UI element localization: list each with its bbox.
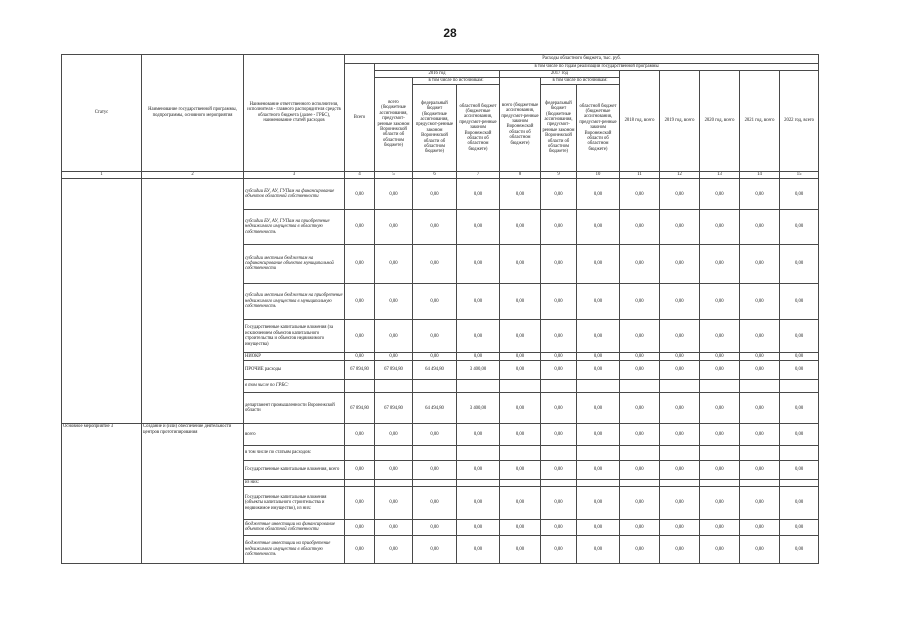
value-cell: 0,00 — [541, 424, 577, 446]
value-cell: 0,00 — [541, 393, 577, 424]
value-cell: 0,00 — [541, 536, 577, 564]
value-cell: 0,00 — [577, 460, 620, 479]
value-cell: 0,00 — [620, 210, 660, 244]
value-cell — [457, 379, 500, 392]
value-cell: 0,00 — [700, 519, 740, 536]
value-cell: 0,00 — [700, 244, 740, 283]
value-cell: 0,00 — [620, 460, 660, 479]
header-oblast-2016: областной бюджет (бюджетные ассигнования, предусмот-ренные законом Воронежской области об областном бюджете) — [457, 85, 500, 171]
value-cell: 0,00 — [700, 179, 740, 210]
value-cell: 0,00 — [660, 320, 700, 353]
value-cell: 0,00 — [740, 393, 780, 424]
column-number: 9 — [541, 171, 577, 179]
header-federal-2017: федеральный бюджет (бюджетные ассигнования, предусмот-ренные законом Воронежской области об областном бюджете) — [541, 85, 577, 171]
value-cell: 0,00 — [500, 361, 541, 380]
value-cell: 0,00 — [345, 283, 375, 320]
value-cell: 0,00 — [577, 353, 620, 361]
value-cell: 0,00 — [740, 519, 780, 536]
value-cell: 0,00 — [780, 179, 819, 210]
header-year-2017: 2017 год — [500, 70, 620, 77]
value-cell: 0,00 — [577, 361, 620, 380]
value-cell — [500, 446, 541, 460]
value-cell: 0,00 — [577, 320, 620, 353]
value-cell — [500, 379, 541, 392]
header-year-2021: 2021 год, всего — [740, 70, 780, 171]
value-cell: 0,00 — [577, 179, 620, 210]
value-cell: 0,00 — [740, 487, 780, 519]
value-cell: 0,00 — [700, 536, 740, 564]
table-body — [62, 55, 819, 564]
value-cell: 0,00 — [740, 210, 780, 244]
value-cell: 0,00 — [577, 487, 620, 519]
value-cell: 0,00 — [457, 179, 500, 210]
event-status: Основное мероприятие 3 — [62, 424, 142, 564]
value-cell — [577, 446, 620, 460]
value-cell — [740, 379, 780, 392]
value-cell: 0,00 — [577, 393, 620, 424]
value-cell: 0,00 — [620, 320, 660, 353]
column-number: 11 — [620, 171, 660, 179]
value-cell: 0,00 — [500, 536, 541, 564]
row-label: департамент промышленности Воронежской области — [244, 393, 345, 424]
value-cell: 0,00 — [620, 244, 660, 283]
value-cell: 0,00 — [457, 283, 500, 320]
value-cell — [700, 446, 740, 460]
row-label: Государственные капитальные вложения, всего — [244, 460, 345, 479]
value-cell: 0,00 — [375, 320, 413, 353]
value-cell: 0,00 — [700, 353, 740, 361]
value-cell: 0,00 — [780, 353, 819, 361]
row-label: бюджетные инвестиции на финансирование объектов областной собственности — [244, 519, 345, 536]
value-cell — [413, 379, 457, 392]
value-cell — [345, 379, 375, 392]
column-number: 1 — [62, 171, 142, 179]
value-cell: 0,00 — [457, 244, 500, 283]
value-cell: 0,00 — [620, 536, 660, 564]
value-cell: 0,00 — [577, 210, 620, 244]
value-cell: 0,00 — [345, 320, 375, 353]
value-cell — [500, 479, 541, 487]
value-cell: 0,00 — [620, 424, 660, 446]
value-cell — [375, 446, 413, 460]
value-cell: 0,00 — [500, 353, 541, 361]
value-cell: 0,00 — [577, 519, 620, 536]
value-cell: 0,00 — [375, 519, 413, 536]
value-cell: 0,00 — [345, 424, 375, 446]
value-cell: 0,00 — [345, 519, 375, 536]
value-cell: 0,00 — [375, 460, 413, 479]
value-cell: 0,00 — [413, 320, 457, 353]
value-cell — [780, 479, 819, 487]
value-cell: 0,00 — [740, 353, 780, 361]
value-cell: 0,00 — [780, 519, 819, 536]
value-cell — [541, 479, 577, 487]
value-cell: 0,00 — [660, 536, 700, 564]
header-year-2018: 2018 год, всего — [620, 70, 660, 171]
column-number: 2 — [142, 171, 244, 179]
value-cell — [660, 379, 700, 392]
value-cell: 0,00 — [740, 244, 780, 283]
value-cell — [660, 446, 700, 460]
value-cell: 0,00 — [740, 179, 780, 210]
header-by-years: в том числе по годам реализации государственной программы — [375, 63, 819, 70]
header-oblast-2017: областной бюджет (бюджетные ассигнования, предусмот-ренные законом Воронежской области об областном бюджете) — [577, 85, 620, 171]
row-label: из них: — [244, 479, 345, 487]
value-cell: 0,00 — [541, 179, 577, 210]
value-cell: 0,00 — [620, 487, 660, 519]
value-cell: 0,00 — [740, 460, 780, 479]
value-cell: 3 400,00 — [457, 361, 500, 380]
value-cell: 0,00 — [345, 244, 375, 283]
value-cell: 0,00 — [780, 424, 819, 446]
row-label: субсидии местным бюджетам на приобретение недвижимого имущества в муниципальную собственность — [244, 283, 345, 320]
value-cell: 0,00 — [457, 519, 500, 536]
header-federal-2016: федеральный бюджет (бюджетные ассигнования, предусмот-ренные законом Воронежской области об областном бюджете) — [413, 85, 457, 171]
value-cell: 0,00 — [660, 361, 700, 380]
value-cell — [780, 379, 819, 392]
header-incl-sources-2016: в том числе по источникам: — [413, 78, 500, 85]
value-cell: 67 894,80 — [375, 393, 413, 424]
value-cell — [740, 479, 780, 487]
value-cell: 0,00 — [375, 283, 413, 320]
value-cell — [700, 479, 740, 487]
value-cell: 0,00 — [780, 487, 819, 519]
value-cell: 0,00 — [457, 460, 500, 479]
value-cell: 0,00 — [413, 536, 457, 564]
row-label: субсидии БУ, АУ, ГУПам на приобретение недвижимого имущества в областную собственность — [244, 210, 345, 244]
value-cell: 0,00 — [457, 536, 500, 564]
column-number: 10 — [577, 171, 620, 179]
value-cell: 0,00 — [700, 460, 740, 479]
value-cell — [413, 479, 457, 487]
value-cell: 0,00 — [345, 353, 375, 361]
value-cell: 0,00 — [345, 536, 375, 564]
value-cell — [577, 479, 620, 487]
column-number: 4 — [345, 171, 375, 179]
value-cell: 0,00 — [700, 393, 740, 424]
table-row — [62, 179, 819, 210]
value-cell: 0,00 — [577, 283, 620, 320]
program-name-cell — [142, 179, 244, 424]
value-cell — [577, 379, 620, 392]
column-number: 6 — [413, 171, 457, 179]
row-label: всего — [244, 424, 345, 446]
value-cell — [620, 379, 660, 392]
value-cell: 67 894,80 — [345, 361, 375, 380]
value-cell: 0,00 — [375, 353, 413, 361]
row-label: ПРОЧИЕ расходы — [244, 361, 345, 380]
value-cell: 0,00 — [500, 210, 541, 244]
value-cell: 0,00 — [620, 393, 660, 424]
value-cell: 64 494,80 — [413, 393, 457, 424]
value-cell: 67 894,80 — [375, 361, 413, 380]
value-cell: 0,00 — [413, 460, 457, 479]
value-cell: 0,00 — [375, 179, 413, 210]
value-cell: 0,00 — [740, 361, 780, 380]
value-cell: 0,00 — [700, 487, 740, 519]
row-label: Государственные капитальные вложения (за исключением объектов капитального строительства и объектов недвижимого имущества) — [244, 320, 345, 353]
value-cell: 0,00 — [413, 244, 457, 283]
value-cell: 0,00 — [500, 283, 541, 320]
header-incl-sources-2017: в том числе по источникам: — [541, 78, 620, 85]
value-cell: 0,00 — [577, 536, 620, 564]
value-cell: 0,00 — [457, 320, 500, 353]
header-year-2019: 2019 год, всего — [660, 70, 700, 171]
header-total: Всего — [345, 63, 375, 171]
value-cell: 0,00 — [620, 179, 660, 210]
value-cell: 0,00 — [620, 519, 660, 536]
value-cell: 0,00 — [620, 361, 660, 380]
header-executor: Наименование ответственного исполнителя, исполнителя - главного распорядителя средств областного бюджета (далее - ГРБС), наименование статей расходов — [244, 55, 345, 172]
value-cell: 0,00 — [700, 320, 740, 353]
header-vsego-2017: всего (бюджетные ассигнования, предусмот-ренные законом Воронежской области об областном бюджете) — [500, 78, 541, 172]
value-cell: 0,00 — [413, 424, 457, 446]
value-cell: 3 400,00 — [457, 393, 500, 424]
value-cell: 0,00 — [740, 536, 780, 564]
value-cell: 0,00 — [457, 353, 500, 361]
value-cell: 0,00 — [375, 244, 413, 283]
budget-table — [61, 54, 819, 564]
header-year-2022: 2022 год, всего — [780, 70, 819, 171]
value-cell: 0,00 — [700, 210, 740, 244]
value-cell — [457, 479, 500, 487]
value-cell: 0,00 — [413, 519, 457, 536]
table-row — [62, 424, 819, 446]
value-cell — [541, 446, 577, 460]
value-cell: 0,00 — [660, 519, 700, 536]
value-cell — [375, 479, 413, 487]
value-cell: 0,00 — [345, 487, 375, 519]
row-label: субсидии местным бюджетам на софинансирование объектов муниципальной собственности — [244, 244, 345, 283]
value-cell: 0,00 — [620, 283, 660, 320]
value-cell: 0,00 — [780, 244, 819, 283]
value-cell — [780, 446, 819, 460]
header-expenses-title: Расходы областного бюджета, тыс. руб. — [345, 55, 819, 64]
value-cell: 0,00 — [457, 487, 500, 519]
value-cell: 0,00 — [541, 283, 577, 320]
value-cell: 0,00 — [660, 353, 700, 361]
header-status: Статус — [62, 55, 142, 172]
value-cell — [740, 446, 780, 460]
row-label: бюджетные инвестиции на приобретение недвижимого имущества в областную собственность — [244, 536, 345, 564]
column-number-row — [62, 171, 819, 179]
value-cell: 0,00 — [700, 283, 740, 320]
value-cell — [660, 479, 700, 487]
value-cell: 0,00 — [541, 210, 577, 244]
column-number: 7 — [457, 171, 500, 179]
value-cell: 0,00 — [660, 283, 700, 320]
value-cell: 0,00 — [500, 519, 541, 536]
column-number: 3 — [244, 171, 345, 179]
value-cell: 0,00 — [500, 393, 541, 424]
value-cell: 0,00 — [541, 361, 577, 380]
header-year-2020: 2020 год, всего — [700, 70, 740, 171]
value-cell — [457, 446, 500, 460]
value-cell: 0,00 — [413, 353, 457, 361]
value-cell: 0,00 — [700, 361, 740, 380]
value-cell — [700, 379, 740, 392]
value-cell: 0,00 — [413, 210, 457, 244]
value-cell: 0,00 — [345, 210, 375, 244]
column-number: 8 — [500, 171, 541, 179]
header-vsego-2016: всего (бюджетные ассигнования, предусмот-ренные законом Воронежской области об областном бюджете) — [375, 78, 413, 172]
row-label: Государственные капитальные вложения (объекты капитального строительства и недвижимое имущество), из них: — [244, 487, 345, 519]
row-label: в том числе по статьям расходов: — [244, 446, 345, 460]
value-cell: 0,00 — [660, 244, 700, 283]
value-cell: 0,00 — [541, 244, 577, 283]
value-cell: 0,00 — [500, 179, 541, 210]
column-number: 14 — [740, 171, 780, 179]
value-cell: 0,00 — [541, 460, 577, 479]
value-cell: 0,00 — [375, 487, 413, 519]
value-cell: 0,00 — [541, 353, 577, 361]
row-label: в том числе по ГРБС: — [244, 379, 345, 392]
value-cell: 0,00 — [577, 424, 620, 446]
value-cell — [375, 379, 413, 392]
value-cell — [620, 446, 660, 460]
value-cell: 0,00 — [457, 210, 500, 244]
value-cell: 0,00 — [780, 393, 819, 424]
value-cell: 0,00 — [620, 353, 660, 361]
column-number: 5 — [375, 171, 413, 179]
value-cell: 0,00 — [780, 210, 819, 244]
value-cell: 0,00 — [500, 244, 541, 283]
value-cell: 0,00 — [740, 320, 780, 353]
value-cell: 0,00 — [413, 487, 457, 519]
value-cell: 0,00 — [660, 393, 700, 424]
value-cell: 64 494,80 — [413, 361, 457, 380]
value-cell: 0,00 — [500, 460, 541, 479]
page-number: 28 — [443, 26, 457, 40]
value-cell: 0,00 — [740, 424, 780, 446]
value-cell: 0,00 — [375, 210, 413, 244]
value-cell: 0,00 — [500, 487, 541, 519]
value-cell — [413, 446, 457, 460]
value-cell: 0,00 — [500, 424, 541, 446]
value-cell: 0,00 — [700, 424, 740, 446]
value-cell: 0,00 — [375, 424, 413, 446]
value-cell: 0,00 — [457, 424, 500, 446]
column-number: 15 — [780, 171, 819, 179]
status-cell — [62, 179, 142, 424]
value-cell: 0,00 — [780, 320, 819, 353]
value-cell: 0,00 — [541, 320, 577, 353]
value-cell: 0,00 — [345, 179, 375, 210]
value-cell: 0,00 — [500, 320, 541, 353]
value-cell: 0,00 — [780, 460, 819, 479]
value-cell: 0,00 — [541, 487, 577, 519]
value-cell: 0,00 — [780, 361, 819, 380]
value-cell: 0,00 — [413, 283, 457, 320]
value-cell — [541, 379, 577, 392]
value-cell — [345, 479, 375, 487]
value-cell: 0,00 — [375, 536, 413, 564]
value-cell: 0,00 — [660, 487, 700, 519]
value-cell: 0,00 — [660, 210, 700, 244]
column-number: 13 — [700, 171, 740, 179]
value-cell: 0,00 — [780, 536, 819, 564]
header-program-name: Наименование государственной программы, подпрограммы, основного мероприятия — [142, 55, 244, 172]
value-cell: 0,00 — [660, 460, 700, 479]
value-cell: 0,00 — [660, 179, 700, 210]
value-cell — [345, 446, 375, 460]
value-cell: 0,00 — [740, 283, 780, 320]
value-cell: 0,00 — [413, 179, 457, 210]
row-label: НИОКР — [244, 353, 345, 361]
value-cell: 0,00 — [541, 519, 577, 536]
header-year-2016: 2016 год — [375, 70, 500, 77]
value-cell: 0,00 — [660, 424, 700, 446]
value-cell: 67 894,80 — [345, 393, 375, 424]
value-cell: 0,00 — [577, 244, 620, 283]
event-name: Создание и (или) обеспечение деятельности центров прототипирования — [142, 424, 244, 564]
column-number: 12 — [660, 171, 700, 179]
value-cell: 0,00 — [345, 460, 375, 479]
value-cell — [620, 479, 660, 487]
value-cell: 0,00 — [780, 283, 819, 320]
row-label: субсидии БУ, АУ, ГУПам на финансирование объектов областной собственности — [244, 179, 345, 210]
